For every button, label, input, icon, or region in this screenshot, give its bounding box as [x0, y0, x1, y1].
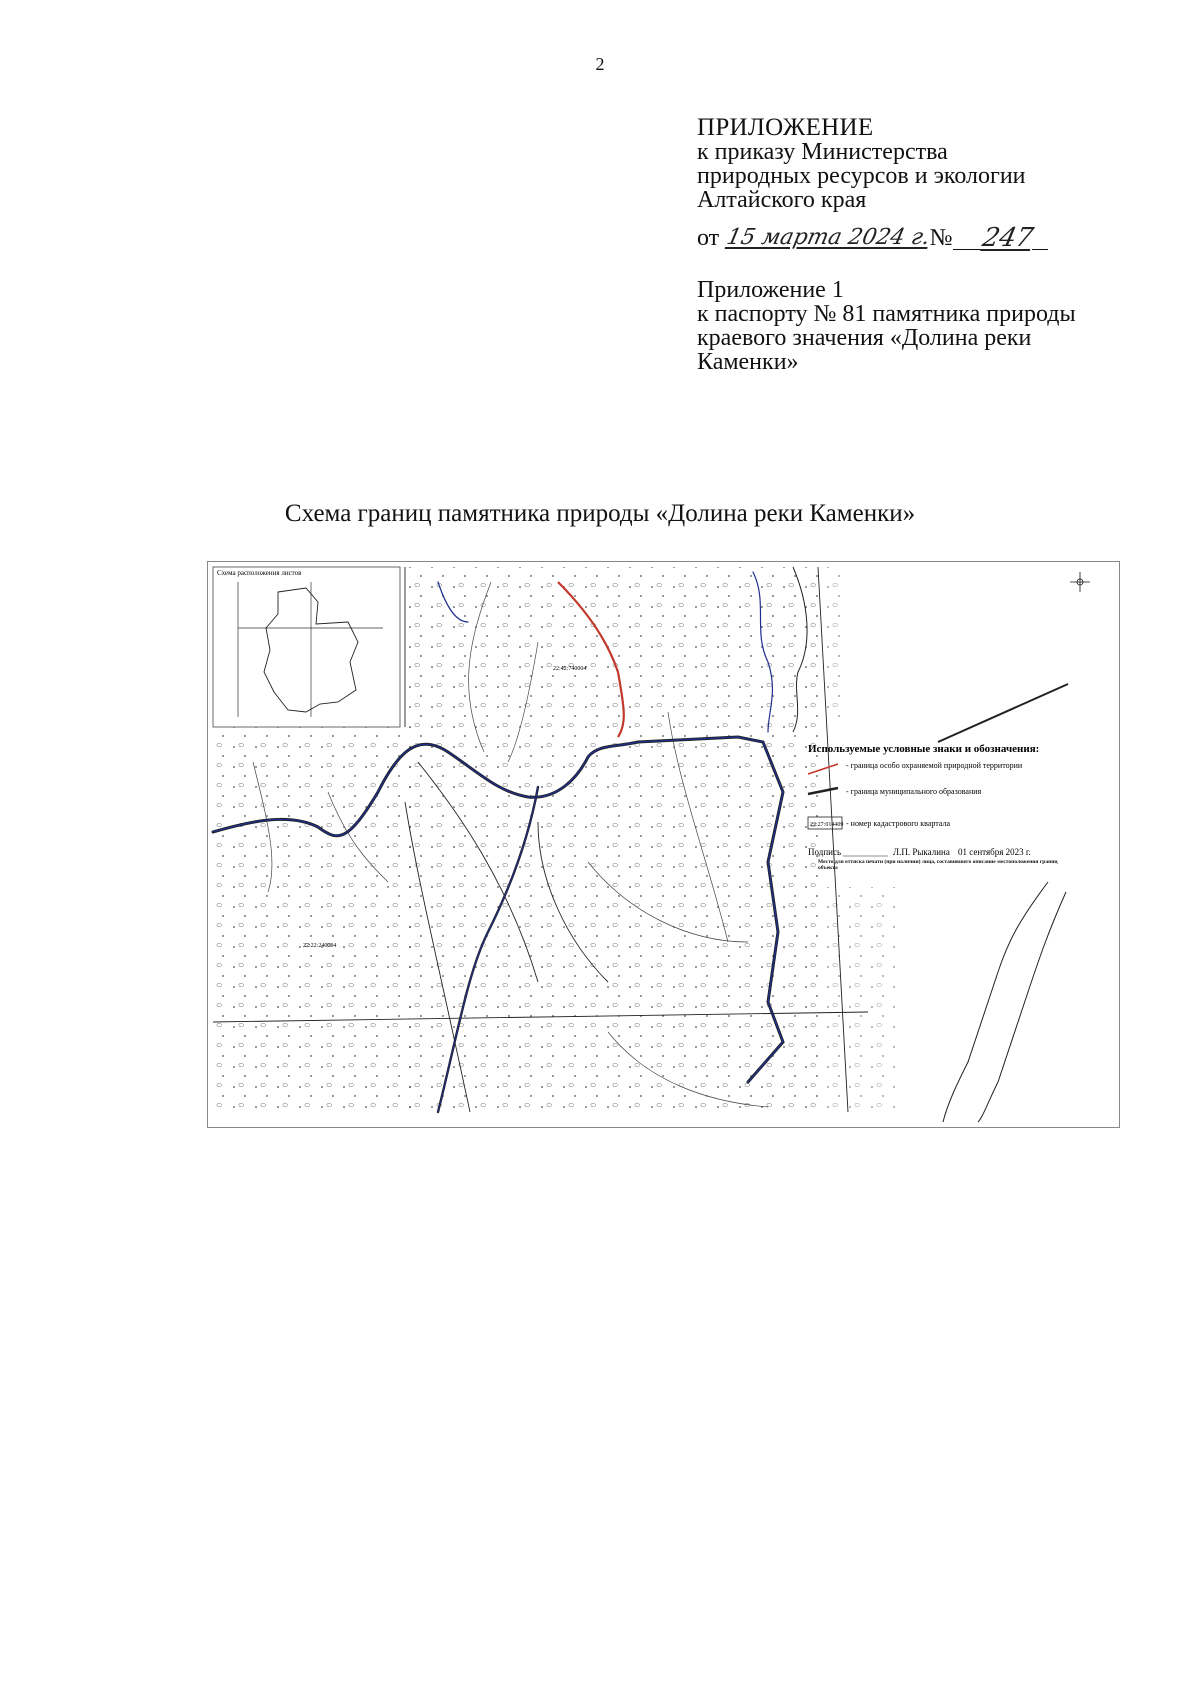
legend-item-label: - граница муниципального образования: [846, 787, 982, 796]
appendix1-line: Каменки»: [697, 349, 799, 375]
map-drawing: [208, 562, 1119, 1127]
appendix-line: Алтайского края: [697, 187, 867, 213]
appendix-line: природных ресурсов и экологии: [697, 163, 1026, 189]
inset-title: Схема расположения листов: [217, 569, 302, 577]
map-texture: [405, 567, 825, 1112]
appendix-title: ПРИЛОЖЕНИЕ: [697, 114, 874, 141]
map-texture: [818, 887, 898, 1112]
page-number: 2: [595, 54, 605, 74]
legend-item-label: - граница особо охраняемой природной территории: [846, 761, 1023, 770]
legend-item-label: - номер кадастрового квартала: [846, 819, 951, 828]
legend-cadastral-sample: 22:27:014409: [810, 822, 844, 828]
parcel-label: 22:22:240004: [303, 943, 337, 949]
order-date-handwritten: 15 марта 2024 г.: [724, 225, 933, 250]
order-number-handwritten: 247: [979, 223, 1036, 253]
map-legend: [808, 743, 1039, 829]
signature-block: [808, 847, 1058, 883]
order-number-sign: №: [929, 225, 953, 251]
parcel-label: 22:42:740004: [553, 666, 587, 672]
appendix-line: к приказу Министерства: [697, 139, 948, 165]
order-line: [697, 216, 1048, 253]
north-arrow-icon: [1070, 572, 1090, 592]
appendix1-line: Приложение 1: [697, 277, 844, 303]
appendix1-line: краевого значения «Долина реки: [697, 325, 1032, 351]
appendix-header: [697, 114, 1048, 253]
appendix1-header: [697, 278, 1076, 374]
legend-title: Используемые условные знаки и обозначения:: [808, 743, 1040, 755]
signature-date: 01 сентября 2023 г.: [958, 847, 1031, 857]
boundary-map: [207, 561, 1120, 1128]
inset-sheet-layout: [213, 567, 400, 727]
order-prefix: от: [697, 225, 720, 251]
stamp-note: Место для оттиска печати (при наличии) лица, составившего описание местоположения границ объекта: [818, 859, 1058, 871]
signature-name: Л.П. Рыкалина: [893, 847, 950, 857]
appendix1-line: к паспорту № 81 памятника природы: [697, 301, 1076, 327]
map-texture: [825, 567, 845, 722]
signature-prefix: Подпись: [808, 847, 842, 857]
legend-sample-line: [938, 684, 1068, 742]
scheme-title: Схема границ памятника природы «Долина реки Каменки»: [284, 500, 916, 527]
